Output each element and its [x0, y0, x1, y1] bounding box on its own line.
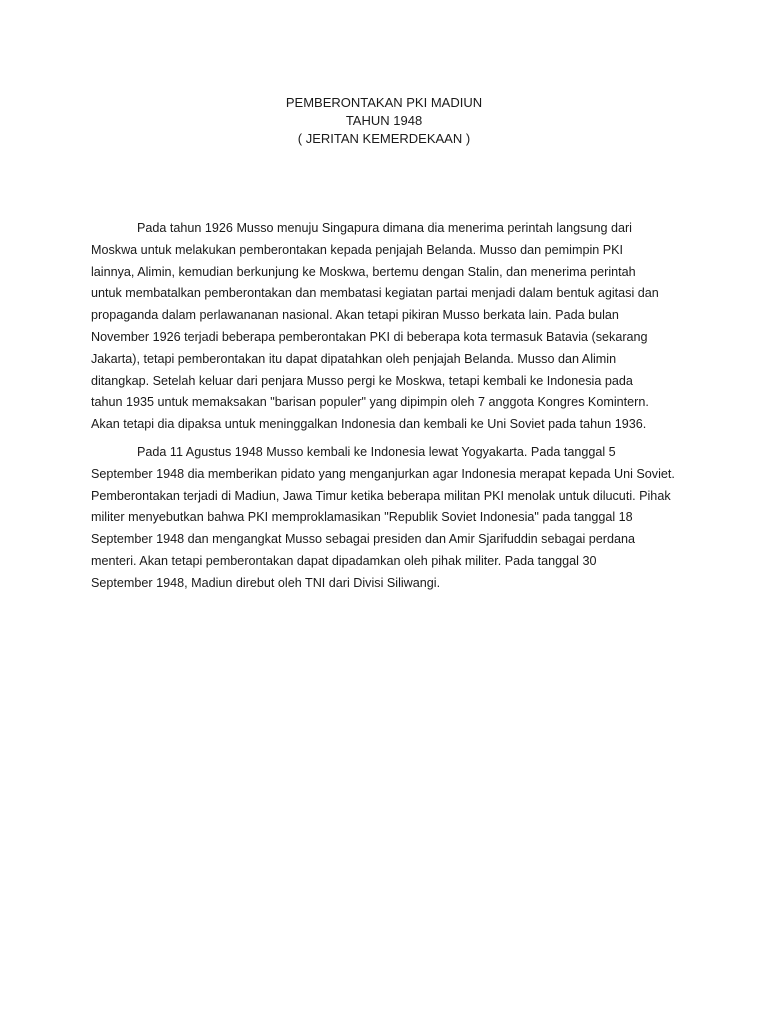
text-line: Akan tetapi dia dipaksa untuk meninggalkan Indonesia dan kembali ke Uni Soviet pada tahun 1936.	[91, 417, 647, 432]
title-line: PEMBERONTAKAN PKI MADIUN	[285, 95, 483, 110]
text-line: Pada 11 Agustus 1948 Musso kembali ke Indonesia lewat Yogyakarta. Pada tanggal 5	[137, 444, 616, 459]
text-line: November 1926 terjadi beberapa pemberontakan PKI di beberapa kota termasuk Batavia (sekarang	[91, 329, 648, 344]
text-line: September 1948, Madiun direbut oleh TNI dari Divisi Siliwangi.	[91, 575, 441, 590]
document-body	[91, 218, 693, 601]
text-line: menteri. Akan tetapi pemberontakan dapat dipadamkan oleh pihak militer. Pada tanggal 30	[91, 553, 597, 568]
title-line: ( JERITAN KEMERDEKAAN )	[297, 131, 471, 146]
text-line: lainnya, Alimin, kemudian berkunjung ke Moskwa, bertemu dengan Stalin, dan menerima perintah	[91, 264, 636, 279]
text-line: tahun 1935 untuk memaksakan "barisan populer" yang dipimpin oleh 7 anggota Kongres Komintern.	[91, 395, 649, 410]
paragraph-1	[91, 218, 693, 436]
text-line: propaganda dalam perlawananan nasional. Akan tetapi pikiran Musso berkata lain. Pada bulan	[91, 308, 619, 323]
text-line: ditangkap. Setelah keluar dari penjara Musso pergi ke Moskwa, tetapi kembali ke Indonesia pada	[91, 373, 633, 388]
paragraph-2	[91, 442, 693, 595]
text-line: Pada tahun 1926 Musso menuju Singapura dimana dia menerima perintah langsung dari	[137, 221, 632, 235]
text-line: September 1948 dan mengangkat Musso sebagai presiden dan Amir Sjarifuddin sebagai perdana	[91, 532, 635, 547]
text-line: militer menyebutkan bahwa PKI memproklamasikan "Republik Soviet Indonesia" pada tanggal 18	[91, 510, 633, 525]
text-line: Jakarta), tetapi pemberontakan itu dapat dipatahkan oleh penjajah Belanda. Musso dan Alimin	[91, 351, 617, 366]
document-title	[0, 94, 768, 148]
text-line: Moskwa untuk melakukan pemberontakan kepada penjajah Belanda. Musso dan pemimpin PKI	[91, 242, 624, 257]
text-line: Pemberontakan terjadi di Madiun, Jawa Timur ketika beberapa militan PKI menolak untuk dilucuti. Pihak	[91, 488, 671, 503]
text-line: untuk membatalkan pemberontakan dan membatasi kegiatan partai menjadi dalam bentuk agitasi dan	[91, 286, 659, 301]
title-line: TAHUN 1948	[345, 113, 423, 128]
text-line: September 1948 dia memberikan pidato yang menganjurkan agar Indonesia merapat kepada Uni Soviet.	[91, 466, 675, 481]
